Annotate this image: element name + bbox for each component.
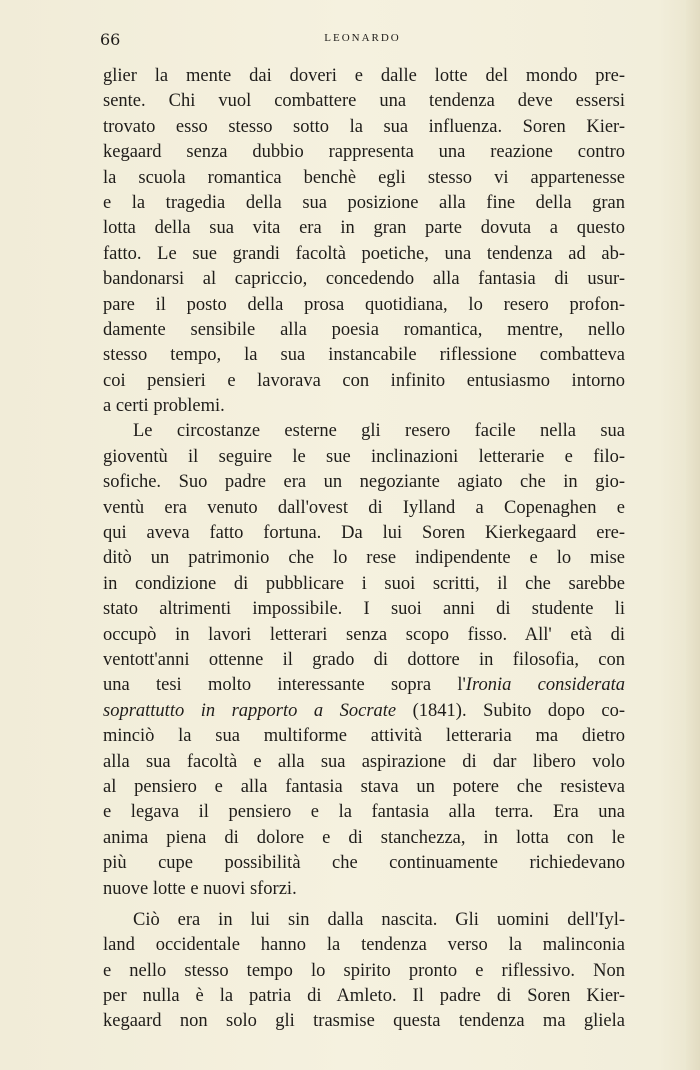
- text-line: nuove lotte e nuovi sforzi.: [103, 878, 297, 899]
- text-line: Le circostanze esterne gli resero facile nella sua: [133, 421, 625, 442]
- book-title-italic: soprattutto in rapporto a Socrate: [103, 700, 397, 721]
- text-line: gioventù il seguire le sue inclinazioni letterarie e filo-: [103, 446, 625, 467]
- text-line: stato altrimenti impossibile. I suoi anni di studente li: [103, 599, 625, 620]
- text-line: land occidentale hanno la tendenza verso la malinconia: [103, 935, 625, 956]
- page-number: 66: [100, 30, 121, 49]
- text-run: una tesi molto interessante sopra l': [103, 675, 466, 696]
- paragraph-1: [103, 64, 625, 419]
- running-head: LEONARDO: [324, 32, 401, 44]
- text-line: in condizione di pubblicare i suoi scritti, il che sarebbe: [103, 573, 625, 594]
- text-line: ventott'anni ottenne il grado di dottore in filosofia, con: [103, 649, 625, 670]
- page-header: [100, 30, 625, 52]
- text-line: a certi problemi.: [103, 396, 225, 417]
- text-line: pare il posto della prosa quotidiana, lo resero profon-: [103, 294, 625, 315]
- text-line: ditò un patrimonio che lo rese indipendente e lo mise: [103, 548, 625, 569]
- text-line: glier la mente dai doveri e dalle lotte del mondo pre-: [103, 66, 625, 86]
- text-line: kegaard non solo gli trasmise questa tendenza ma gliela: [103, 1011, 625, 1032]
- text-line: più cupe possibilità che continuamente richiedevano: [103, 853, 625, 874]
- text-line: damente sensibile alla poesia romantica, mentre, nello: [103, 319, 625, 340]
- text-line: e legava il pensiero e la fantasia alla terra. Era una: [103, 802, 625, 823]
- text-line: qui aveva fatto fortuna. Da lui Soren Kierkegaard ere-: [103, 523, 625, 544]
- text-line: sofiche. Suo padre era un negoziante agiato che in gio-: [103, 472, 625, 493]
- text-line: al pensiero e alla fantasia stava un potere che resisteva: [103, 776, 625, 797]
- text-line: e nello stesso tempo lo spirito pronto e riflessivo. Non: [103, 960, 625, 981]
- text-line: occupò in lavori letterari senza scopo fisso. All' età di: [103, 624, 625, 645]
- text-line: [103, 673, 625, 698]
- text-line: e la tragedia della sua posizione alla fine della gran: [103, 192, 625, 213]
- paragraph-2: [103, 419, 625, 901]
- text-line: kegaard senza dubbio rappresenta una reazione contro: [103, 142, 625, 163]
- text-line: lotta della sua vita era in gran parte dovuta a questo: [103, 218, 625, 239]
- text-line: trovato esso stesso sotto la sua influenza. Soren Kier-: [103, 116, 625, 137]
- book-title-italic: Ironia considerata: [465, 675, 625, 696]
- text-line: la scuola romantica benchè egli stesso vi appartenesse: [103, 167, 625, 188]
- text-line: sente. Chi vuol combattere una tendenza deve essersi: [103, 91, 625, 112]
- text-line: bandonarsi al capriccio, concedendo alla fantasia di usur-: [103, 269, 625, 290]
- text-line: per nulla è la patria di Amleto. Il padre di Soren Kier-: [103, 986, 625, 1007]
- text-line: fatto. Le sue grandi facoltà poetiche, una tendenza ad ab-: [103, 243, 625, 264]
- text-line: minciò la sua multiforme attività letteraria ma dietro: [103, 726, 625, 747]
- text-run: (1841). Subito dopo co-: [396, 700, 626, 721]
- page-edge: [686, 0, 700, 1070]
- text-line: Ciò era in lui sin dalla nascita. Gli uomini dell'Iyl-: [133, 909, 625, 930]
- body-text: [103, 64, 625, 1035]
- text-line: anima piena di dolore e di stanchezza, in lotta con le: [103, 827, 625, 848]
- text-line: alla sua facoltà e alla sua aspirazione di dar libero volo: [103, 751, 625, 772]
- text-line: ventù era venuto dall'ovest di Iylland a Copenaghen e: [103, 497, 625, 518]
- paragraph-3: [103, 908, 625, 1035]
- text-line: stesso tempo, la sua instancabile riflessione combatteva: [103, 345, 625, 366]
- text-line: coi pensieri e lavorava con infinito entusiasmo intorno: [103, 370, 625, 391]
- text-line: [103, 699, 625, 724]
